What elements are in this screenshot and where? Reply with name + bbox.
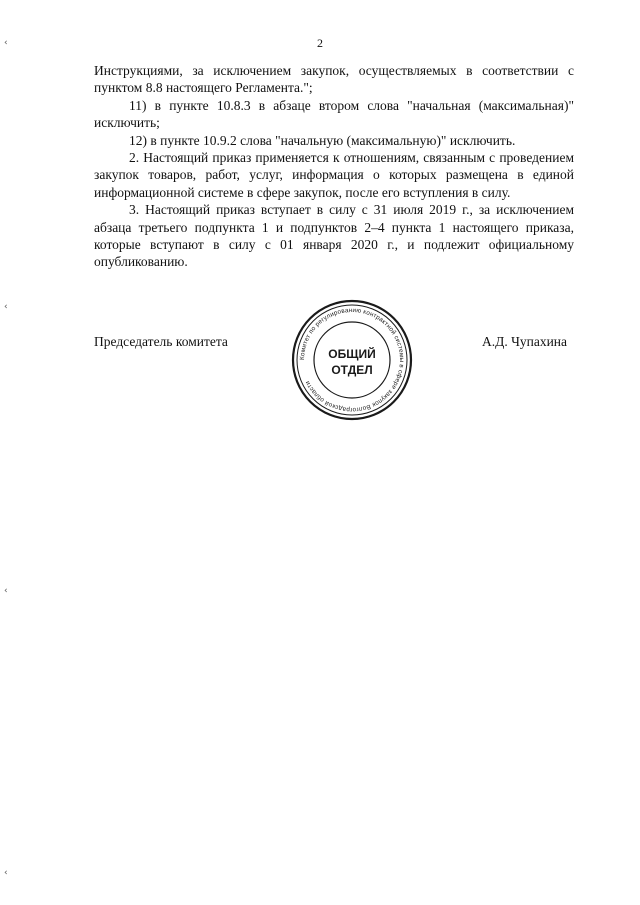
signature-title: Председатель комитета <box>94 334 228 349</box>
margin-mark: ‹ <box>4 302 8 312</box>
margin-mark: ‹ <box>4 868 8 878</box>
page-number: 2 <box>317 36 323 50</box>
paragraph-clause-3: 3. Настоящий приказ вступает в силу с 31 июля 2019 г., за исключением абзаца третьего подпункта 1 и подпунктов 2–4 пункта 1 настоящего приказа, которые вступают в силу с 01 января 2020 г., и подлежит официальному опубликованию. <box>94 202 574 270</box>
margin-mark: ‹ <box>4 586 8 596</box>
margin-mark: ‹ <box>4 38 8 48</box>
paragraph-continuation: Инструкциями, за исключением закупок, осуществляемых в соответствии с пунктом 8.8 настоящего Регламента."; <box>94 63 574 96</box>
paragraph-item-12: 12) в пункте 10.9.2 слова "начальную (максимальную)" исключить. <box>129 132 516 148</box>
stamp-ring-text: Комитет по регулированию контрактной системы в сфере закупок Волгоградской области <box>298 306 406 414</box>
paragraph-clause-2: 2. Настоящий приказ применяется к отношениям, связанным с проведением закупок товаров, работ, услуг, информация о которых размещена в единой информационной системе в сфере закупок, после его вступления в силу. <box>94 150 574 200</box>
paragraph-item-11: 11) в пункте 10.8.3 в абзаце втором слова "начальная (максимальная)" исключить; <box>94 97 574 131</box>
official-stamp <box>290 298 414 422</box>
signature-name: А.Д. Чупахина <box>482 334 568 349</box>
stamp-center-line2: ОТДЕЛ <box>331 363 373 377</box>
document-body <box>94 62 574 271</box>
stamp-center-line1: ОБЩИЙ <box>328 347 376 361</box>
